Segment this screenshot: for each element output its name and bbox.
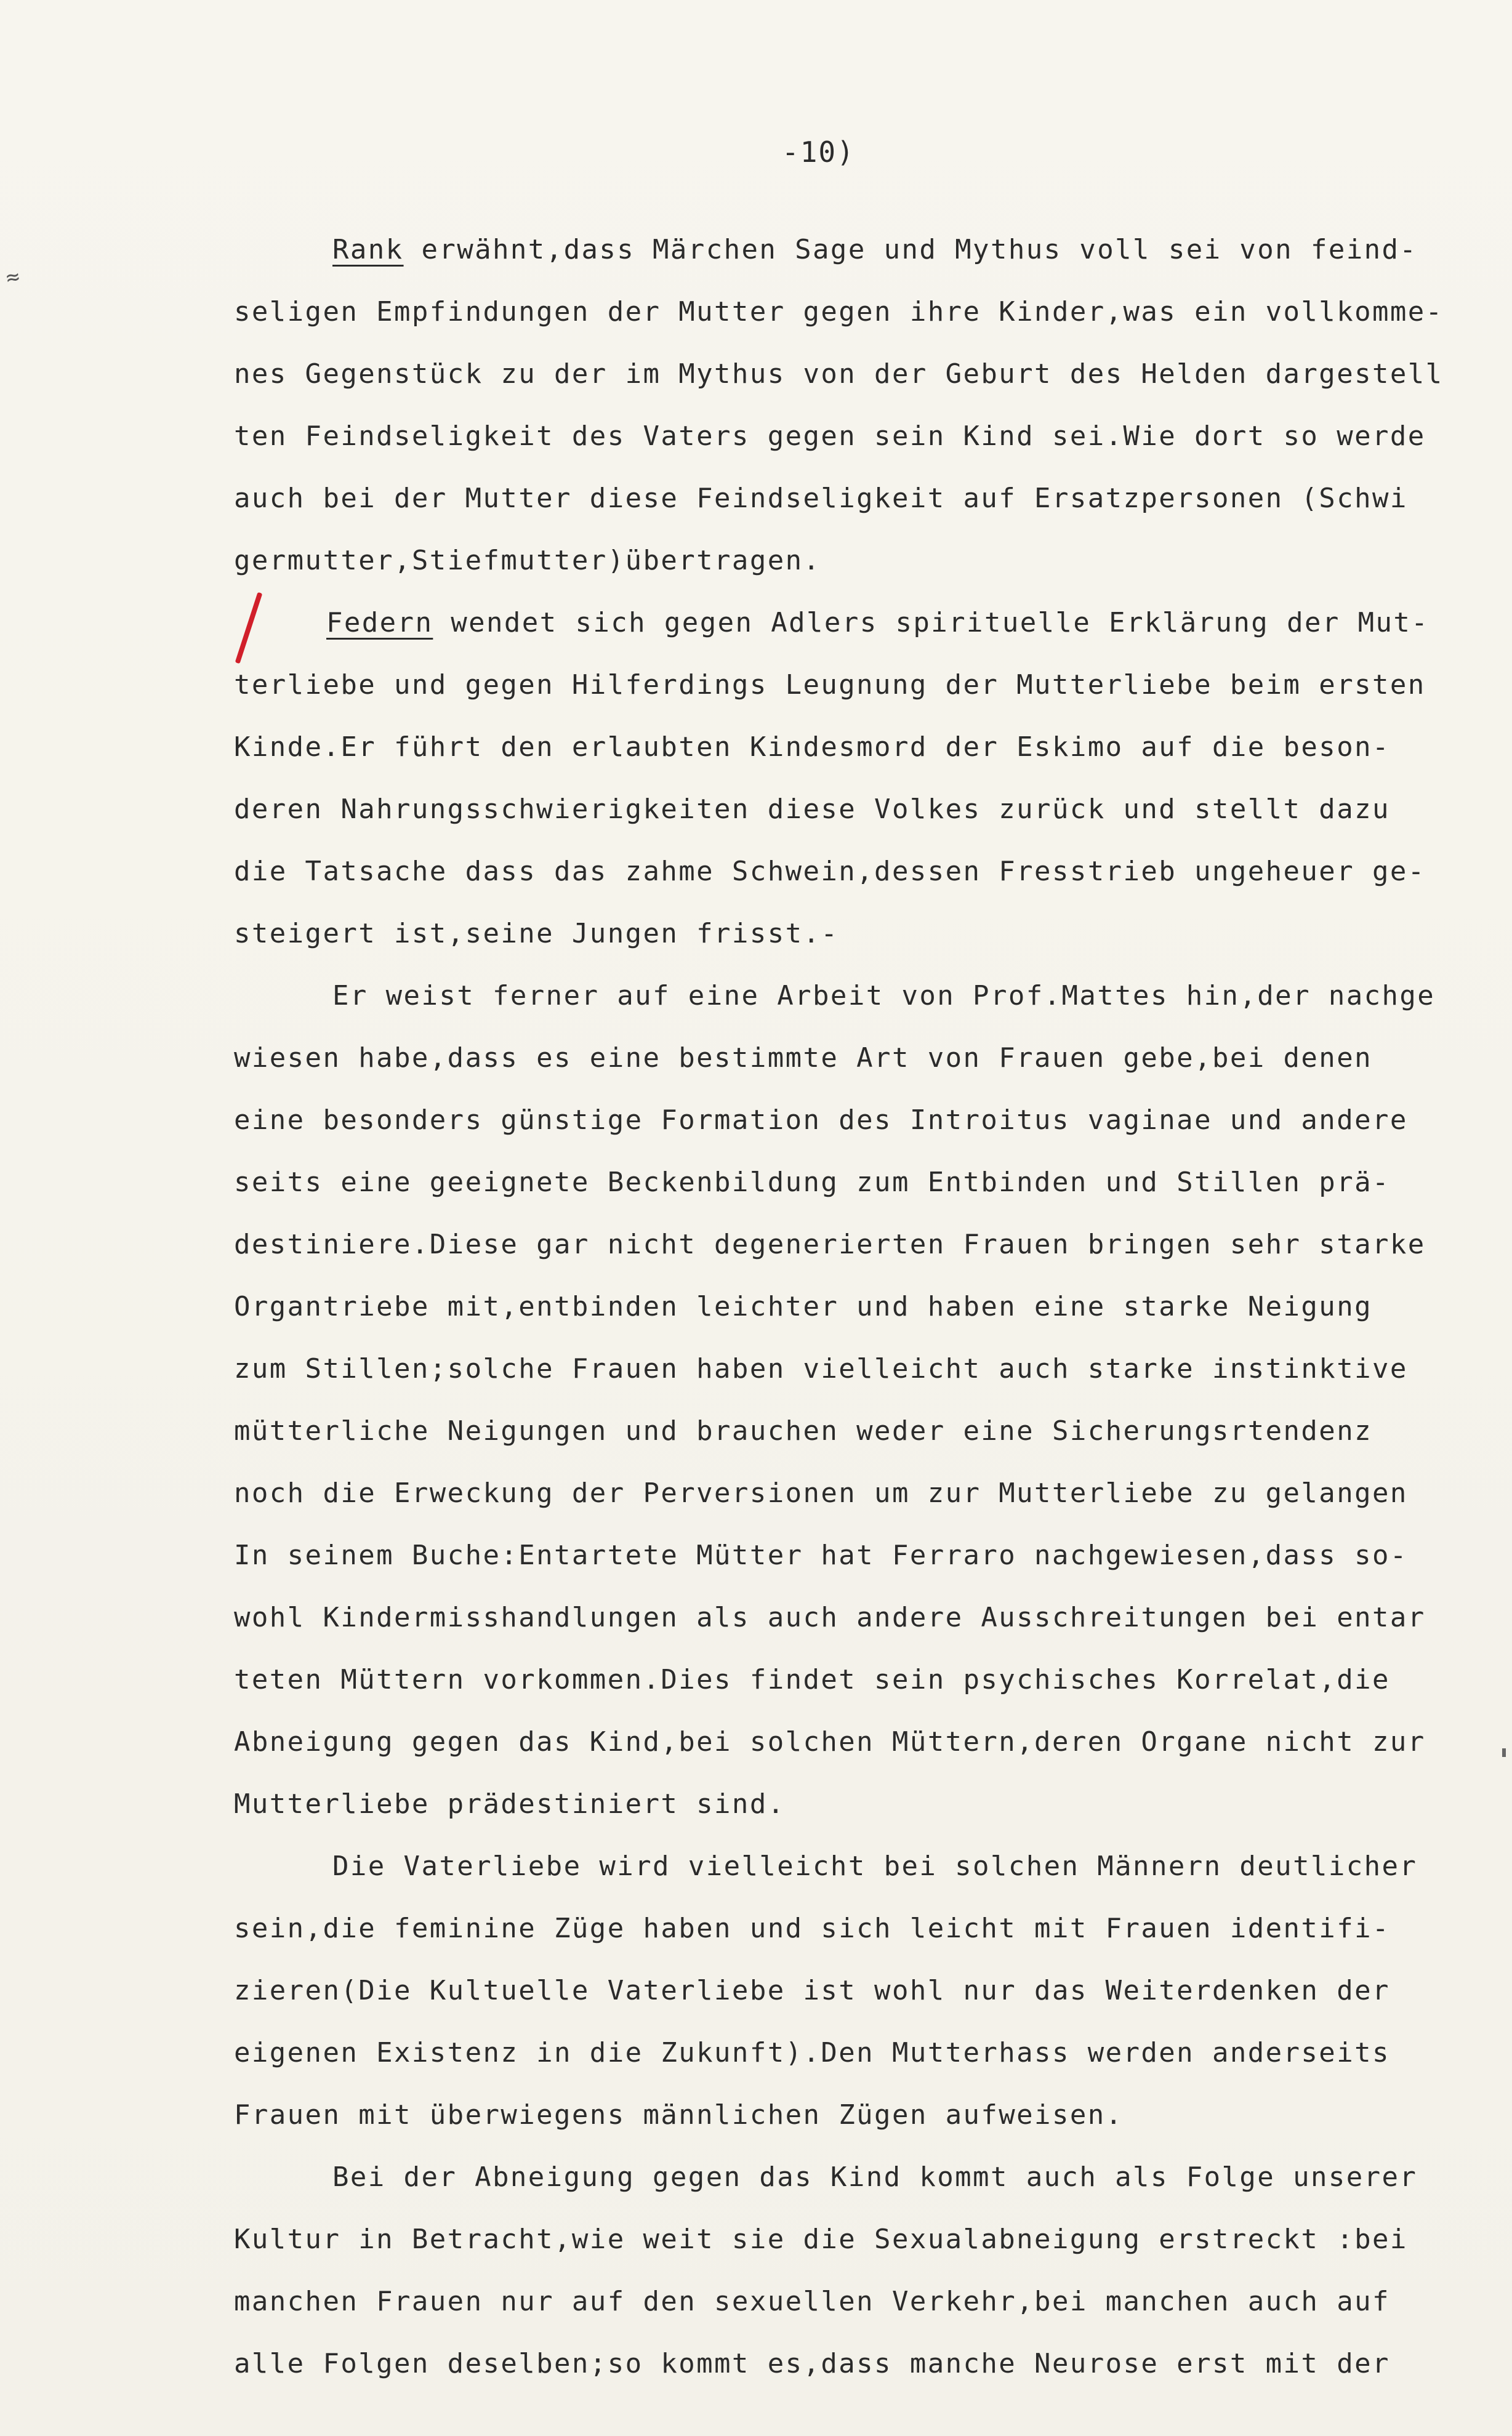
text-line: wohl Kindermisshandlungen als auch andere Ausschreitungen bei entar — [234, 1602, 1426, 1633]
text-line: Die Vaterliebe wird vielleicht bei solchen Männern deutlicher — [332, 1851, 1418, 1882]
text-line: Organtriebe mit,entbinden leichter und haben eine starke Neigung — [234, 1291, 1372, 1322]
paragraph-abneigung — [234, 2146, 1502, 2395]
text-line: manchen Frauen nur auf den sexuellen Verkehr,bei manchen auch auf — [234, 2286, 1390, 2317]
text-line: eine besonders günstige Formation des Introitus vaginae und andere — [234, 1104, 1408, 1136]
text-line: Kinde.Er führt den erlaubten Kindesmord der Eskimo auf die beson- — [234, 731, 1390, 763]
text-line: nes Gegenstück zu der im Mythus von der Geburt des Helden dargestell — [234, 358, 1444, 390]
text-line: seligen Empfindungen der Mutter gegen ihre Kinder,was ein vollkomme- — [234, 296, 1444, 328]
text-line: Mutterliebe prädestiniert sind. — [234, 1788, 786, 1820]
text-line: wiesen habe,dass es eine bestimmte Art von Frauen gebe,bei denen — [234, 1042, 1372, 1074]
paragraph-federn — [234, 592, 1502, 965]
edge-mark — [1502, 1748, 1506, 1757]
author-name: Federn — [326, 607, 433, 638]
text-line: Rank erwähnt,dass Märchen Sage und Mythus voll sei von feind- — [332, 234, 1418, 265]
paragraph-vaterliebe — [234, 1835, 1502, 2146]
text-line: Bei der Abneigung gegen das Kind kommt auch als Folge unserer — [332, 2161, 1418, 2193]
text-line: alle Folgen deselben;so kommt es,dass manche Neurose erst mit der — [234, 2348, 1390, 2379]
text-line: auch bei der Mutter diese Feindseligkeit auf Ersatzpersonen (Schwi — [234, 483, 1408, 514]
text-line: sein,die feminine Züge haben und sich leicht mit Frauen identifi- — [234, 1913, 1390, 1944]
text-line: Kultur in Betracht,wie weit sie die Sexualabneigung erstreckt :bei — [234, 2224, 1408, 2255]
text-line: In seinem Buche:Entartete Mütter hat Ferraro nachgewiesen,dass so- — [234, 1540, 1408, 1571]
paragraph-mattes — [234, 965, 1502, 1835]
text-line: mütterliche Neigungen und brauchen weder eine Sicherungsrtendenz — [234, 1415, 1372, 1447]
text-line: deren Nahrungsschwierigkeiten diese Volkes zurück und stellt dazu — [234, 794, 1390, 825]
body-text — [234, 219, 1502, 2395]
text-line: zum Stillen;solche Frauen haben vielleicht auch starke instinktive — [234, 1353, 1408, 1385]
text-line: eigenen Existenz in die Zukunft).Den Mutterhass werden anderseits — [234, 2037, 1390, 2068]
margin-mark: ≈ — [4, 263, 22, 291]
text-line: germutter,Stiefmutter)übertragen. — [234, 545, 821, 576]
text-line: terliebe und gegen Hilferdings Leugnung der Mutterliebe beim ersten — [234, 669, 1426, 701]
text-line: Abneigung gegen das Kind,bei solchen Müttern,deren Organe nicht zur — [234, 1726, 1426, 1758]
text-line: seits eine geeignete Beckenbildung zum Entbinden und Stillen prä- — [234, 1167, 1390, 1198]
text-line: destiniere.Diese gar nicht degenerierten Frauen bringen sehr starke — [234, 1229, 1426, 1260]
text-line: Federn wendet sich gegen Adlers spirituelle Erklärung der Mut- — [326, 607, 1430, 638]
page-number: -10) — [782, 135, 855, 169]
text-line: teten Müttern vorkommen.Dies findet sein psychisches Korrelat,die — [234, 1664, 1390, 1695]
text-line: zieren(Die Kultuelle Vaterliebe ist wohl nur das Weiterdenken der — [234, 1975, 1390, 2006]
author-name: Rank — [332, 234, 404, 265]
paragraph-rank — [234, 219, 1502, 592]
text-line: noch die Erweckung der Perversionen um zur Mutterliebe zu gelangen — [234, 1477, 1408, 1509]
text-line: Frauen mit überwiegens männlichen Zügen aufweisen. — [234, 2099, 1124, 2131]
text-line: Er weist ferner auf eine Arbeit von Prof.Mattes hin,der nachge — [332, 980, 1436, 1011]
text-line: steigert ist,seine Jungen frisst.- — [234, 918, 839, 949]
text-line: ten Feindseligkeit des Vaters gegen sein Kind sei.Wie dort so werde — [234, 420, 1426, 452]
text-line: die Tatsache dass das zahme Schwein,dessen Fresstrieb ungeheuer ge- — [234, 856, 1426, 887]
